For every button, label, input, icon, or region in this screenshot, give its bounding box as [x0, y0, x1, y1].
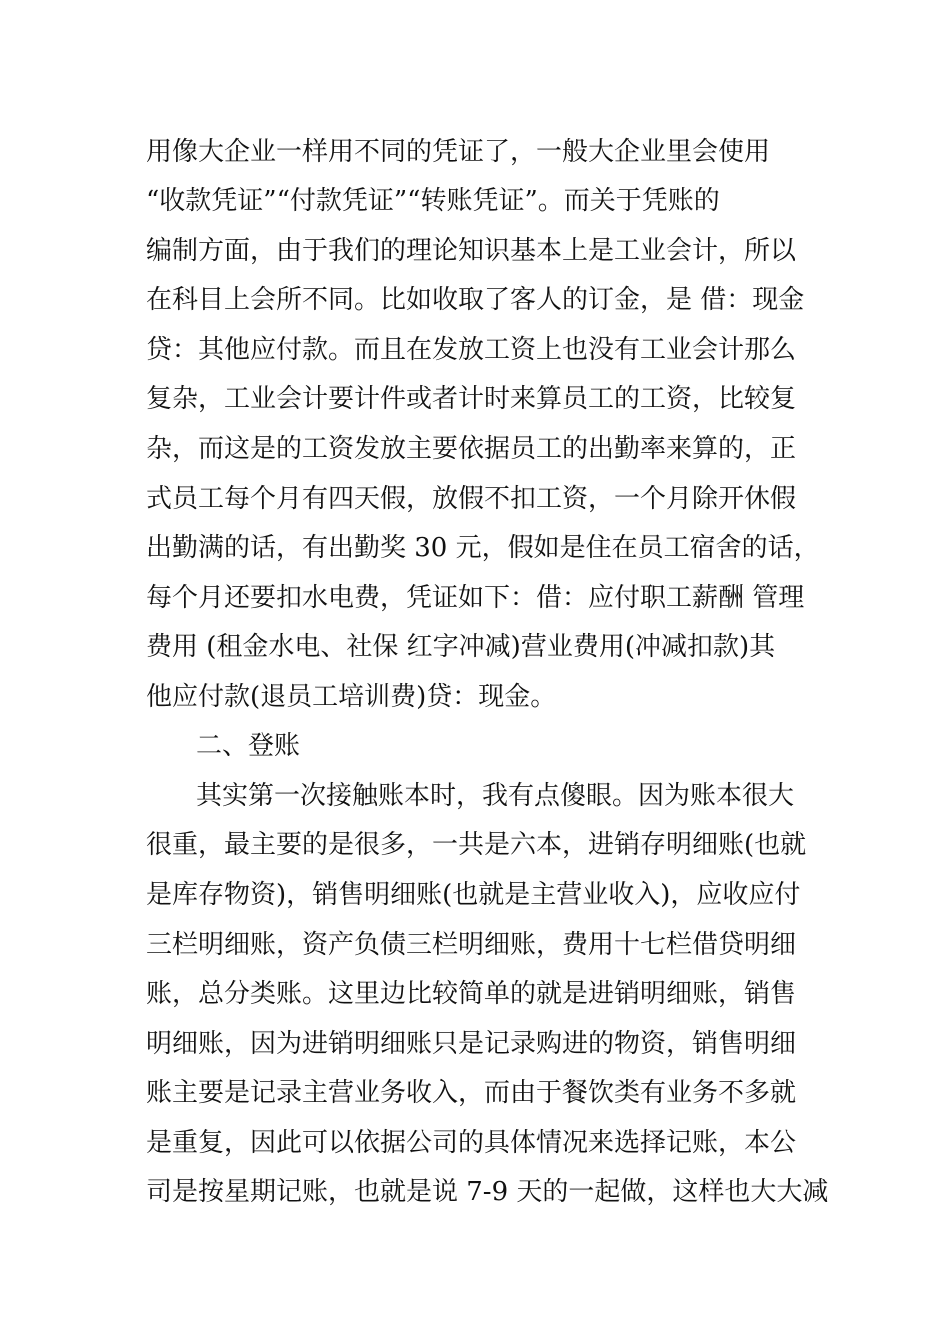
paragraph-line: 是重复，因此可以依据公司的具体情况来选择记账，本公 — [146, 1128, 797, 1158]
paragraph-line: 明细账，因为进销明细账只是记录购进的物资，销售明细 — [146, 1029, 797, 1059]
paragraph-line: 出勤满的话，有出勤奖 30 元，假如是住在员工宿舍的话， — [146, 533, 820, 563]
paragraph-line: 每个月还要扣水电费，凭证如下：借：应付职工薪酬 管理 — [146, 583, 805, 613]
paragraph-line: 杂，而这是的工资发放主要依据员工的出勤率来算的，正 — [146, 434, 797, 464]
paragraph-line: 在科目上会所不同。比如收取了客人的订金，是 借：现金 — [146, 285, 805, 315]
paragraph-line: 费用 (租金水电、社保 红字冲减)营业费用(冲减扣款)其 — [146, 632, 776, 662]
paragraph-line: 贷：其他应付款。而且在发放工资上也没有工业会计那么 — [146, 335, 797, 365]
paragraph-line: 很重，最主要的是很多，一共是六本，进销存明细账(也就 — [146, 830, 807, 860]
paragraph-line: 三栏明细账，资产负债三栏明细账，费用十七栏借贷明细 — [146, 930, 797, 960]
paragraph-line: 账，总分类账。这里边比较简单的就是进销明细账，销售 — [146, 979, 797, 1009]
paragraph-line: 复杂，工业会计要计件或者计时来算员工的工资，比较复 — [146, 384, 797, 414]
paragraph-line: 编制方面，由于我们的理论知识基本上是工业会计，所以 — [146, 236, 797, 266]
paragraph-line: 账主要是记录主营业务收入，而由于餐饮类有业务不多就 — [146, 1078, 797, 1108]
paragraph-line: “收款凭证”“付款凭证”“转账凭证”。而关于凭账的 — [146, 186, 720, 216]
paragraph-line: 他应付款(退员工培训费)贷：现金。 — [146, 682, 557, 712]
paragraph-line: 用像大企业一样用不同的凭证了，一般大企业里会使用 — [146, 137, 771, 167]
paragraph-line: 是库存物资)，销售明细账(也就是主营业收入)，应收应付 — [146, 880, 801, 910]
section-heading: 二、登账 — [196, 731, 301, 761]
paragraph-line: 式员工每个月有四天假，放假不扣工资，一个月除开休假 — [146, 484, 797, 514]
paragraph-line: 其实第一次接触账本时，我有点傻眼。因为账本很大 — [196, 781, 795, 811]
paragraph-line: 司是按星期记账，也就是说 7-9 天的一起做，这样也大大减 — [146, 1177, 829, 1207]
